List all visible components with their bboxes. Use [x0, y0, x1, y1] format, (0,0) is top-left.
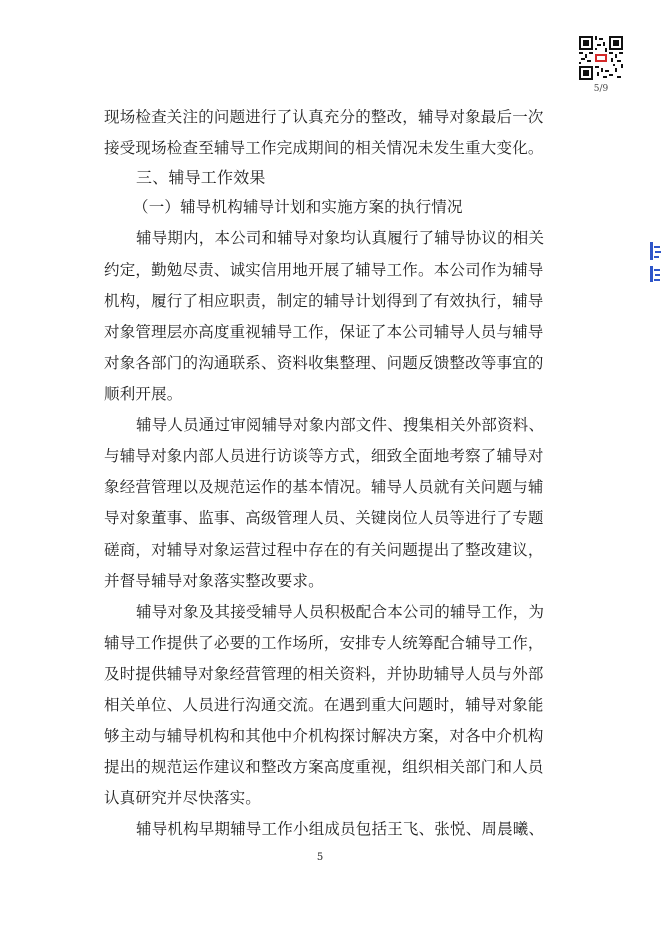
- text-line: 辅导工作提供了必要的工作场所，安排专人统筹配合辅导工作，: [104, 634, 544, 652]
- page-fraction: 5/9: [593, 84, 609, 94]
- text-line: 与辅导对象内部人员进行访谈等方式，细致全面地考察了辅导对: [104, 447, 544, 465]
- text-line: 顺利开展。: [104, 385, 183, 403]
- text-line: 对象管理层亦高度重视辅导工作，保证了本公司辅导人员与辅导: [104, 323, 544, 341]
- text-line: 相关单位、人员进行沟通交流。在遇到重大问题时，辅导对象能: [104, 696, 544, 714]
- text-line: 辅导期内，本公司和辅导对象均认真履行了辅导协议的相关: [136, 229, 545, 247]
- text-line: 并督导辅导对象落实整改要求。: [104, 572, 324, 590]
- text-line: 接受现场检查至辅导工作完成期间的相关情况未发生重大变化。: [104, 139, 544, 157]
- text-line: 认真研究并尽快落实。: [104, 789, 262, 807]
- text-line: 对象各部门的沟通联系、资料收集整理、问题反馈整改等事宜的: [104, 354, 544, 372]
- text-line: 象经营管理以及规范运作的基本情况。辅导人员就有关问题与辅: [104, 478, 544, 496]
- text-line: 约定，勤勉尽责、诚实信用地开展了辅导工作。本公司作为辅导: [104, 261, 544, 279]
- text-line: 导对象董事、监事、高级管理人员、关键岗位人员等进行了专题: [104, 509, 544, 527]
- blue-seal-edge-icon: [650, 240, 662, 288]
- text-line: 机构，履行了相应职责，制定的辅导计划得到了有效执行，辅导: [104, 292, 544, 310]
- text-line: 辅导对象及其接受辅导人员积极配合本公司的辅导工作，为: [136, 603, 545, 621]
- text-line: 磋商，对辅导对象运营过程中存在的有关问题提出了整改建议，: [104, 541, 544, 559]
- text-line: 及时提供辅导对象经营管理的相关资料，并协助辅导人员与外部: [104, 665, 544, 683]
- page-number: 5: [316, 852, 324, 863]
- text-line: 辅导机构早期辅导工作小组成员包括王飞、张悦、周晨曦、: [136, 820, 545, 838]
- section-heading: 三、辅导工作效果: [136, 168, 266, 187]
- qr-code-icon: [579, 36, 623, 80]
- subsection-heading: （一）辅导机构辅导计划和实施方案的执行情况: [133, 198, 463, 216]
- text-line: 辅导人员通过审阅辅导对象内部文件、搜集相关外部资料、: [136, 416, 545, 434]
- text-line: 现场检查关注的问题进行了认真充分的整改，辅导对象最后一次: [104, 108, 544, 126]
- text-line: 提出的规范运作建议和整改方案高度重视，组织相关部门和人员: [104, 758, 544, 776]
- text-line: 够主动与辅导机构和其他中介机构探讨解决方案，对各中介机构: [104, 727, 544, 745]
